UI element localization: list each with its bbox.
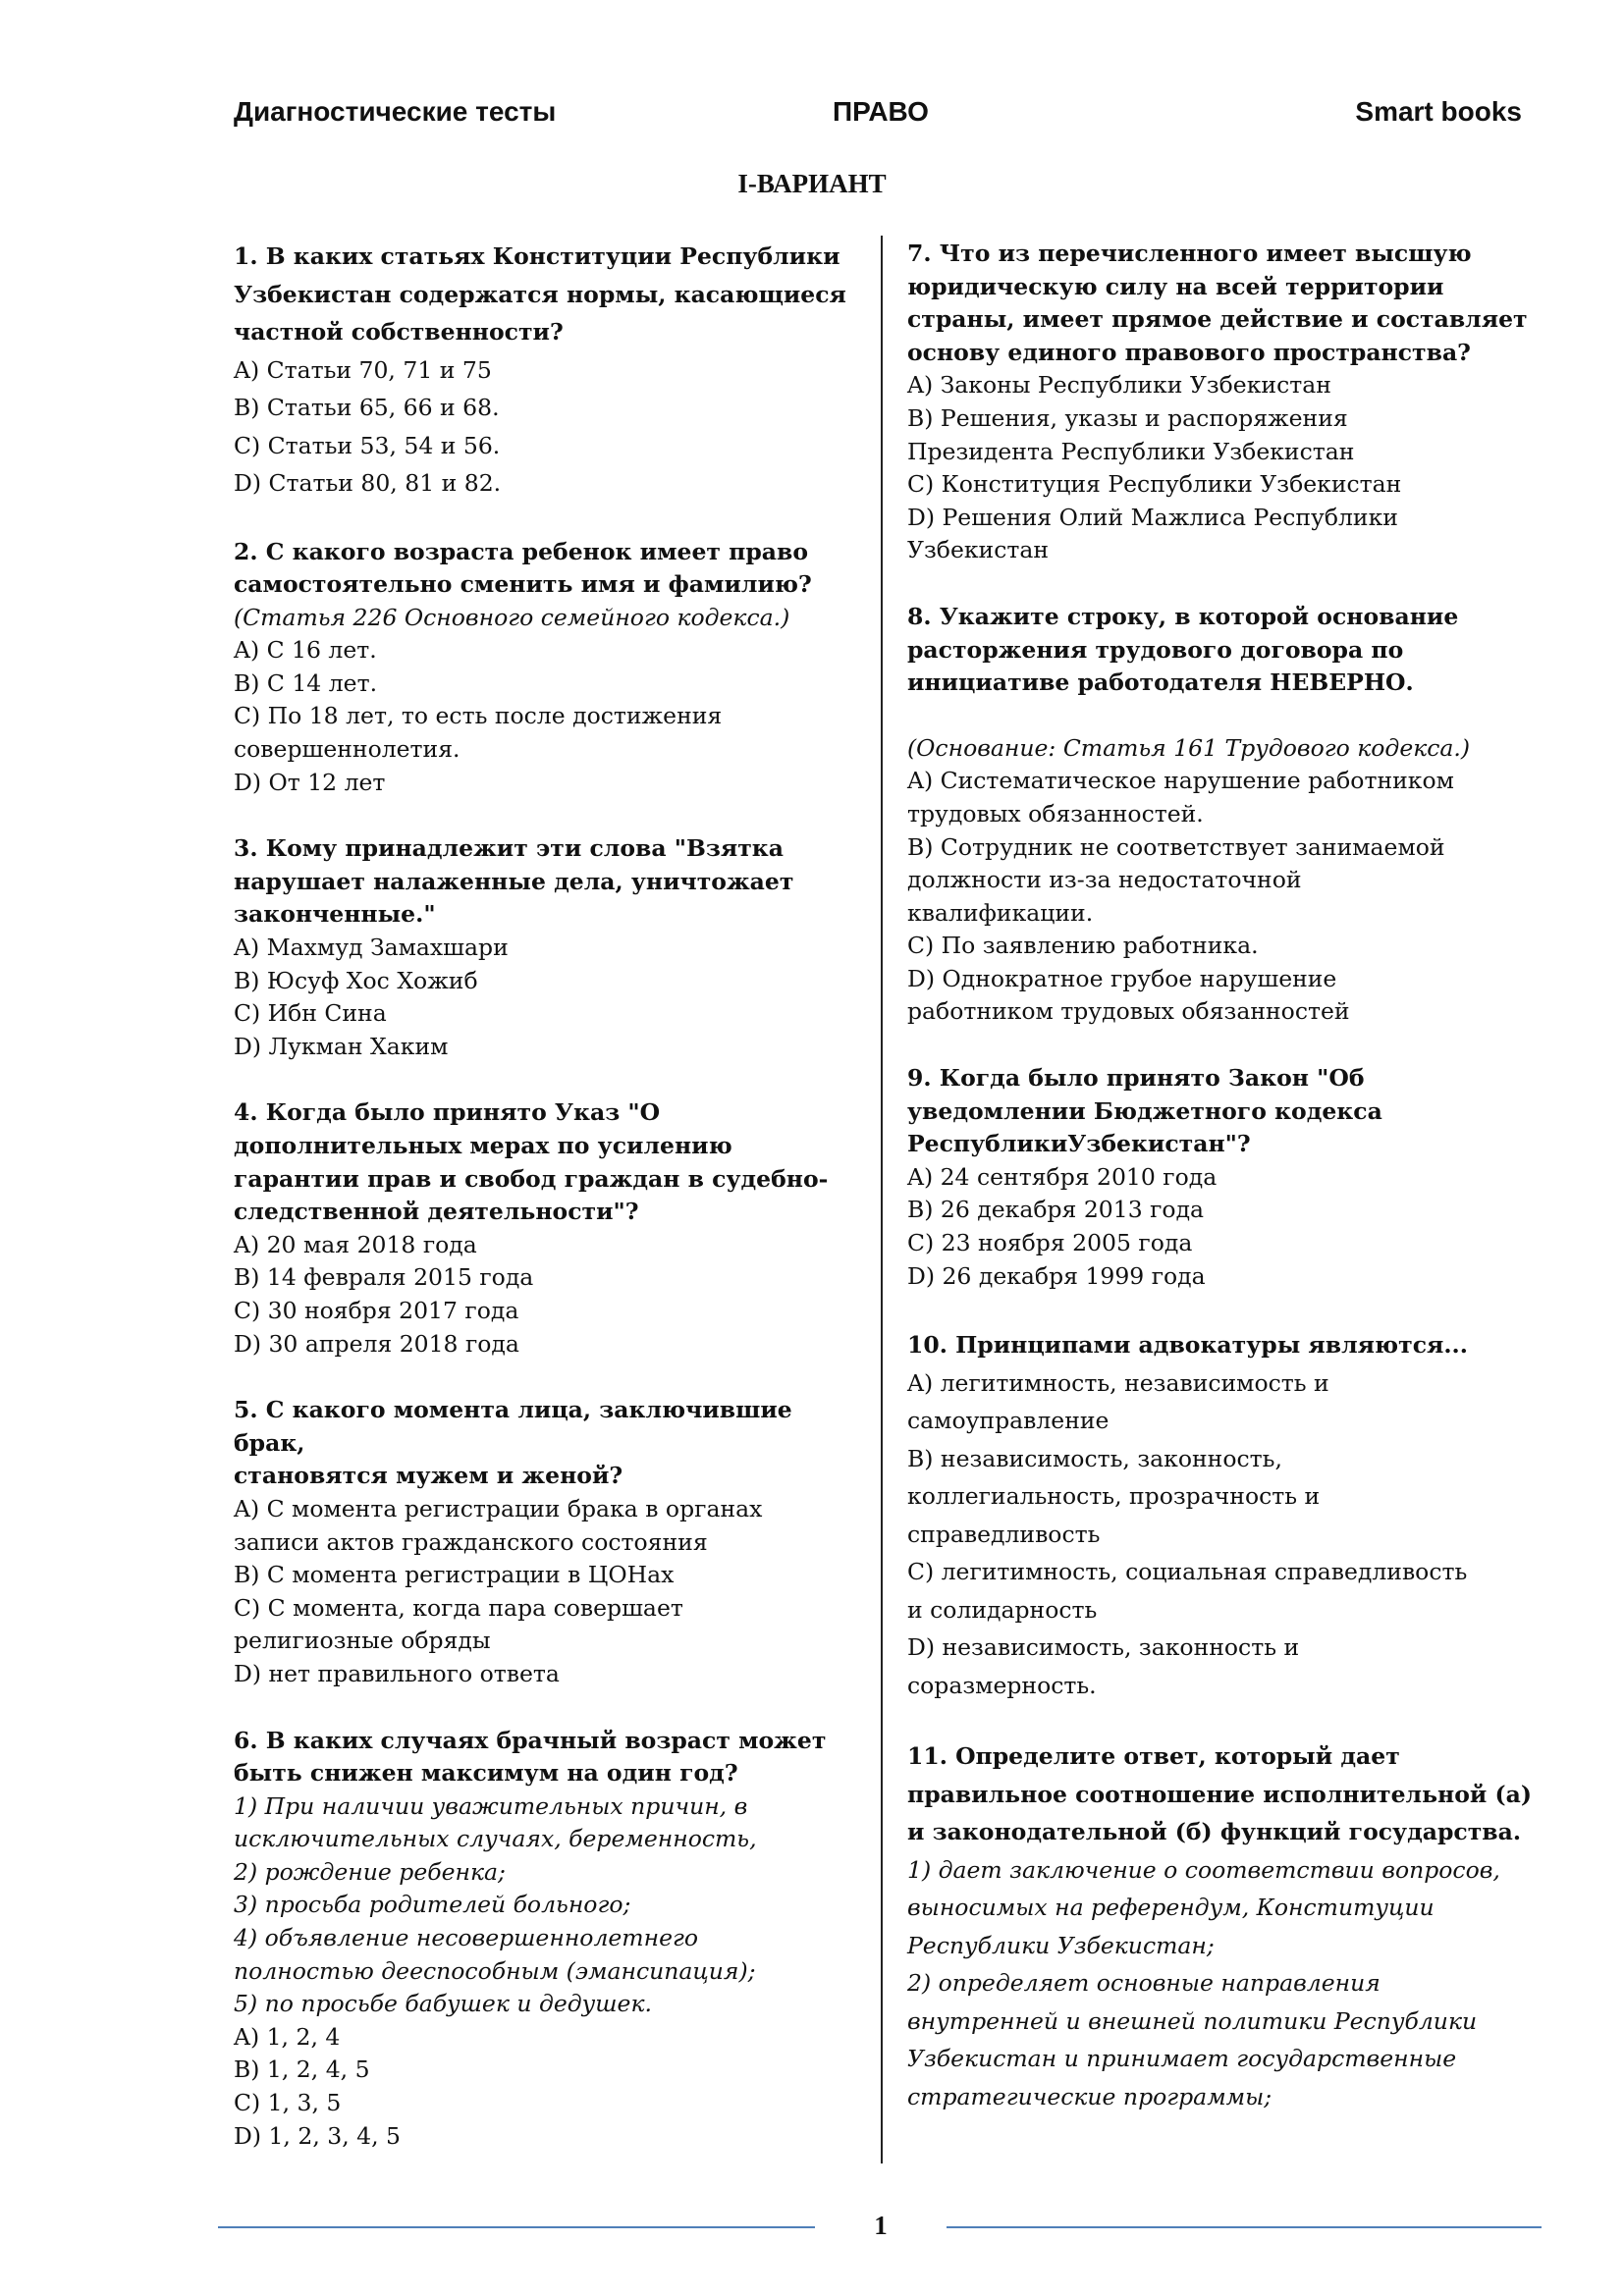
answer-option-d: D) нет правильного ответа	[234, 1659, 560, 1687]
question-text: 10. Принципами адвокатуры являются...	[907, 1331, 1468, 1360]
question-statements: 1) При наличии уважительных причин, в исключительных случаях, беременность, 2) рождение ребенка; 3) просьба родителей больного; 4) объявление несовершеннолетнего полностью дееспособным (эмансипация); 5) по просьбе бабушек и дедушек.	[234, 1791, 757, 2018]
answer-option-c: C) По заявлению работника.	[907, 932, 1259, 960]
header-left-title: Диагностические тесты	[234, 96, 557, 127]
question-5	[234, 1394, 862, 1690]
question-4	[234, 1096, 862, 1361]
page-number: 1	[874, 2211, 888, 2240]
answer-option-a: A) 1, 2, 4	[234, 2022, 341, 2051]
answer-option-c: C) Конституция Республики Узбекистан	[907, 470, 1402, 499]
answer-option-a: A) С момента регистрации брака в органах записи актов гражданского состояния	[234, 1494, 763, 1556]
question-statements: 1) дает заключение о соответствии вопросов, выносимых на референдум, Конституции Республики Узбекистан; 2) определяет основные направления внутренней и внешней политики Республики Узбекистан и принимает государственные стратегические программы;	[907, 1855, 1500, 2110]
variant-title: I-ВАРИАНТ	[737, 169, 887, 198]
question-8	[907, 601, 1532, 1029]
answer-option-b: B) С момента регистрации в ЦОНах	[234, 1561, 675, 1589]
footer-rule-right	[947, 2226, 1542, 2228]
answer-option-b: B) Решения, указы и распоряжения Президента Республики Узбекистан	[907, 403, 1355, 465]
answer-option-c: C) 30 ноября 2017 года	[234, 1296, 519, 1324]
answer-option-a: A) Махмуд Замахшари	[234, 934, 509, 962]
question-1	[234, 238, 862, 503]
answer-option-b: B) Юсуф Хос Хожиб	[234, 966, 478, 994]
answer-option-c: C) 23 ноября 2005 года	[907, 1229, 1193, 1257]
answer-option-b: B) Статьи 65, 66 и 68.	[234, 394, 500, 421]
left-column	[234, 238, 862, 2186]
answer-option-b: B) 14 февраля 2015 года	[234, 1263, 534, 1292]
question-note: (Статья 226 Основного семейного кодекса.)	[234, 603, 790, 631]
answer-option-d: D) независимость, законность и соразмерность.	[907, 1633, 1300, 1699]
answer-option-d: D) 30 апреля 2018 года	[234, 1329, 519, 1358]
answer-option-a: A) легитимность, независимость и самоуправление	[907, 1368, 1329, 1435]
question-note: (Основание: Статья 161 Трудового кодекса.)	[907, 733, 1471, 762]
footer-rule-left	[218, 2226, 815, 2228]
answer-option-b: B) независимость, законность, коллегиальность, прозрачность и справедливость	[907, 1444, 1321, 1548]
header-publisher: Smart books	[1355, 96, 1522, 127]
question-text: 11. Определите ответ, который дает правильное соотношение исполнительной (а) и законодательной (б) функций государства.	[907, 1742, 1533, 1846]
question-text: 8. Укажите строку, в которой основание расторжения трудового договора по инициативе работодателя НЕВЕРНО.	[907, 602, 1459, 697]
answer-option-c: C) Ибн Сина	[234, 999, 387, 1028]
column-divider	[881, 236, 883, 2163]
question-11	[907, 1737, 1532, 2115]
answer-option-d: D) 1, 2, 3, 4, 5	[234, 2121, 401, 2150]
question-9	[907, 1062, 1532, 1293]
question-6	[234, 1725, 862, 2154]
header-subject: ПРАВО	[833, 96, 929, 127]
answer-option-c: C) Статьи 53, 54 и 56.	[234, 431, 501, 459]
question-text: 9. Когда было принято Закон "Об уведомлении Бюджетного кодекса РеспубликиУзбекистан"?	[907, 1064, 1382, 1158]
answer-option-d: D) Решения Олий Мажлиса Республики Узбекистан	[907, 503, 1398, 564]
question-text: 6. В каких случаях брачный возраст может быть снижен максимум на один год?	[234, 1726, 827, 1788]
answer-option-d: D) Лукман Хаким	[234, 1032, 449, 1060]
question-10	[907, 1326, 1532, 1704]
answer-option-b: B) 26 декабря 2013 года	[907, 1196, 1205, 1224]
answer-option-c: C) легитимность, социальная справедливость и солидарность	[907, 1558, 1468, 1624]
question-text: 4. Когда было принято Указ "О дополнительных мерах по усилению гарантии прав и свобод граждан в судебно- следственной деятельности"?	[234, 1098, 829, 1226]
answer-option-a: A) Законы Республики Узбекистан	[907, 371, 1331, 400]
answer-option-d: D) От 12 лет	[234, 768, 386, 796]
question-text: 2. С какого возраста ребенок имеет право самостоятельно сменить имя и фамилию?	[234, 537, 812, 599]
question-text: 5. С какого момента лица, заключившие брак, становятся мужем и женой?	[234, 1396, 792, 1490]
right-column	[907, 238, 1532, 2149]
answer-option-b: B) 1, 2, 4, 5	[234, 2056, 370, 2084]
page-header	[234, 96, 1522, 135]
answer-option-a: A) 20 мая 2018 года	[234, 1230, 477, 1258]
answer-option-c: C) По 18 лет, то есть после достижения совершеннолетия.	[234, 702, 723, 764]
answer-option-c: C) С момента, когда пара совершает религиозные обряды	[234, 1593, 683, 1655]
question-3	[234, 832, 862, 1063]
question-text: 7. Что из перечисленного имеет высшую юридическую силу на всей территории страны, имеет прямое действие и составляет основу единого правового пространства?	[907, 240, 1528, 366]
answer-option-b: B) С 14 лет.	[234, 668, 378, 697]
answer-option-c: C) 1, 3, 5	[234, 2089, 342, 2117]
question-text: 1. В каких статьях Конституции Республики Узбекистан содержатся нормы, касающиеся частной собственности?	[234, 242, 846, 346]
question-2	[234, 536, 862, 800]
answer-option-a: A) Статьи 70, 71 и 75	[234, 355, 492, 384]
answer-option-a: A) 24 сентября 2010 года	[907, 1162, 1218, 1191]
answer-option-a: A) Систематическое нарушение работником трудовых обязанностей.	[907, 767, 1454, 828]
question-text: 3. Кому принадлежит эти слова "Взятка нарушает налаженные дела, уничтожает законченные."	[234, 834, 794, 929]
question-7	[907, 238, 1532, 567]
answer-option-d: D) 26 декабря 1999 года	[907, 1261, 1206, 1290]
answer-option-d: D) Однократное грубое нарушение работником трудовых обязанностей	[907, 964, 1350, 1026]
answer-option-d: D) Статьи 80, 81 и 82.	[234, 469, 502, 497]
answer-option-b: B) Сотрудник не соответствует занимаемой должности из-за недостаточной квалификации.	[907, 832, 1445, 927]
answer-option-a: A) С 16 лет.	[234, 636, 377, 665]
